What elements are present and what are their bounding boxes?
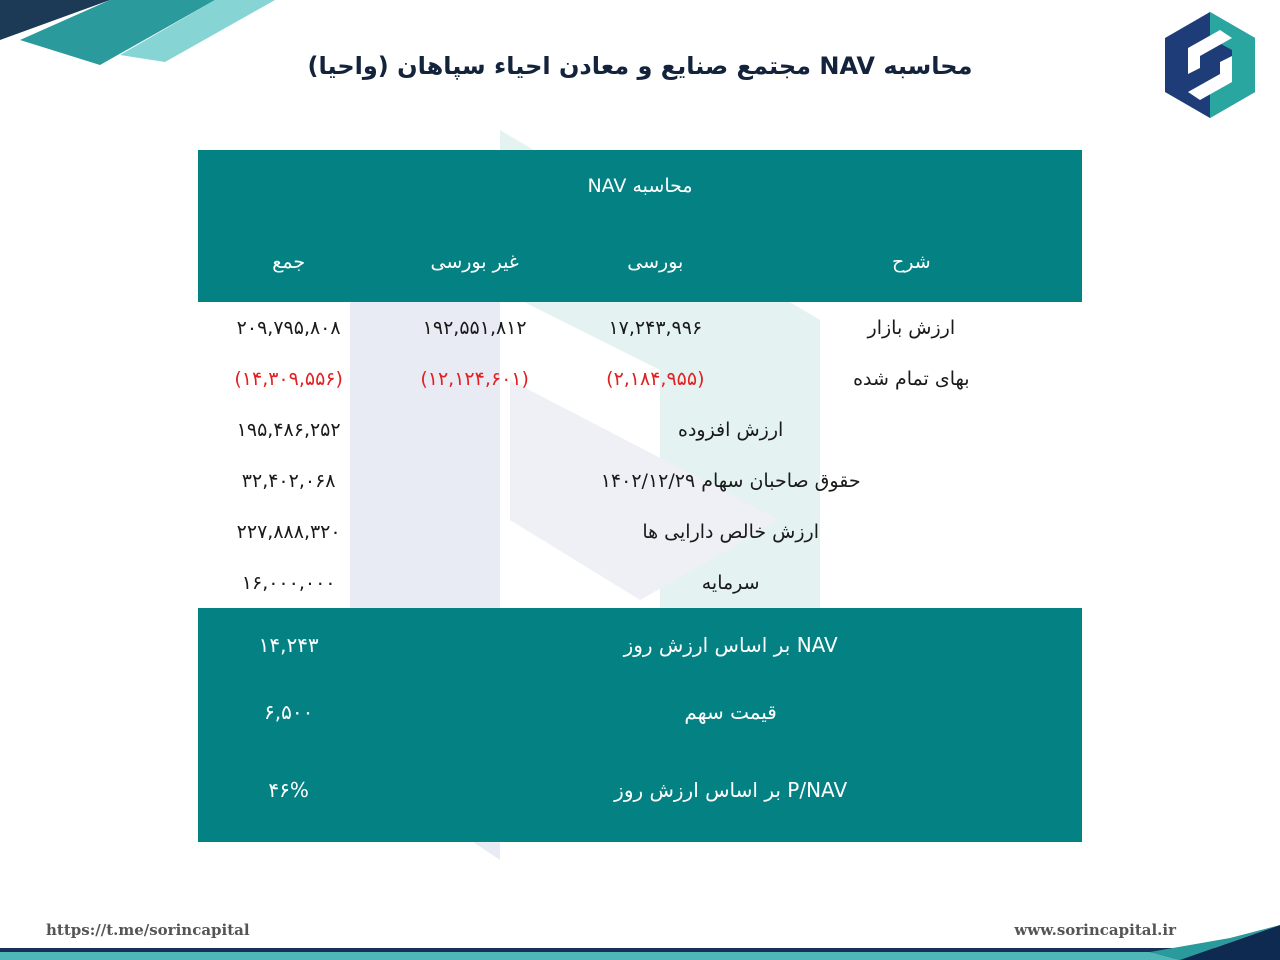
summary-label: NAV بر اساس ارزش روز xyxy=(379,608,1082,678)
summary-row xyxy=(198,678,1082,746)
summary-value: ۴۶% xyxy=(198,746,379,842)
row-label: سرمایه xyxy=(701,571,760,594)
summary-label: P/NAV بر اساس ارزش روز xyxy=(379,746,1082,842)
table-caption: محاسبه NAV xyxy=(198,150,1082,222)
row-unlisted-value: ۱۹۲,۵۵۱,۸۱۲ xyxy=(422,316,527,339)
table-row xyxy=(198,302,1082,353)
summary-row xyxy=(198,746,1082,842)
row-listed-value: (۲,۱۸۴,۹۵۵) xyxy=(606,367,705,390)
table-row xyxy=(198,506,1082,557)
website-link[interactable]: www.sorincapital.ir xyxy=(1014,921,1176,939)
row-total-value: ۲۲۷,۸۸۸,۳۲۰ xyxy=(236,520,341,543)
summary-label: قیمت سهم xyxy=(379,678,1082,746)
row-listed-value: ۱۷,۲۴۳,۹۹۶ xyxy=(608,316,703,339)
nav-table xyxy=(198,150,1082,842)
row-unlisted-value: (۱۲,۱۲۴,۶۰۱) xyxy=(420,367,529,390)
row-label: بهای تمام شده xyxy=(853,367,970,390)
row-label: ارزش افزوده xyxy=(677,418,784,441)
header-description: شرح xyxy=(741,222,1082,302)
table-caption-row xyxy=(198,150,1082,222)
row-total-value: ۳۲,۴۰۲,۰۶۸ xyxy=(241,469,336,492)
table-row xyxy=(198,404,1082,455)
header-listed: بورسی xyxy=(570,222,741,302)
summary-value: ۱۴,۲۴۳ xyxy=(198,608,379,678)
table-row xyxy=(198,353,1082,404)
row-label: ارزش بازار xyxy=(867,316,956,339)
header-unlisted: غیر بورسی xyxy=(379,222,570,302)
header-total: جمع xyxy=(198,222,379,302)
table-row xyxy=(198,455,1082,506)
page-title: محاسبه NAV مجتمع صنایع و معادن احیاء سپاهان (واحیا) xyxy=(307,52,973,80)
row-total-value: ۱۶,۰۰۰,۰۰۰ xyxy=(241,571,336,594)
summary-row xyxy=(198,608,1082,678)
row-label: ارزش خالص دارایی ها xyxy=(642,520,819,543)
table-header-row xyxy=(198,222,1082,302)
row-total-value: ۲۰۹,۷۹۵,۸۰۸ xyxy=(236,316,341,339)
row-total-value: ۱۹۵,۴۸۶,۲۵۲ xyxy=(236,418,341,441)
row-label: حقوق صاحبان سهام ۱۴۰۲/۱۲/۲۹ xyxy=(600,469,861,492)
summary-value: ۶,۵۰۰ xyxy=(198,678,379,746)
table-row xyxy=(198,557,1082,608)
row-total-value: (۱۴,۳۰۹,۵۵۶) xyxy=(234,367,343,390)
telegram-link[interactable]: https://t.me/sorincapital xyxy=(46,921,250,939)
